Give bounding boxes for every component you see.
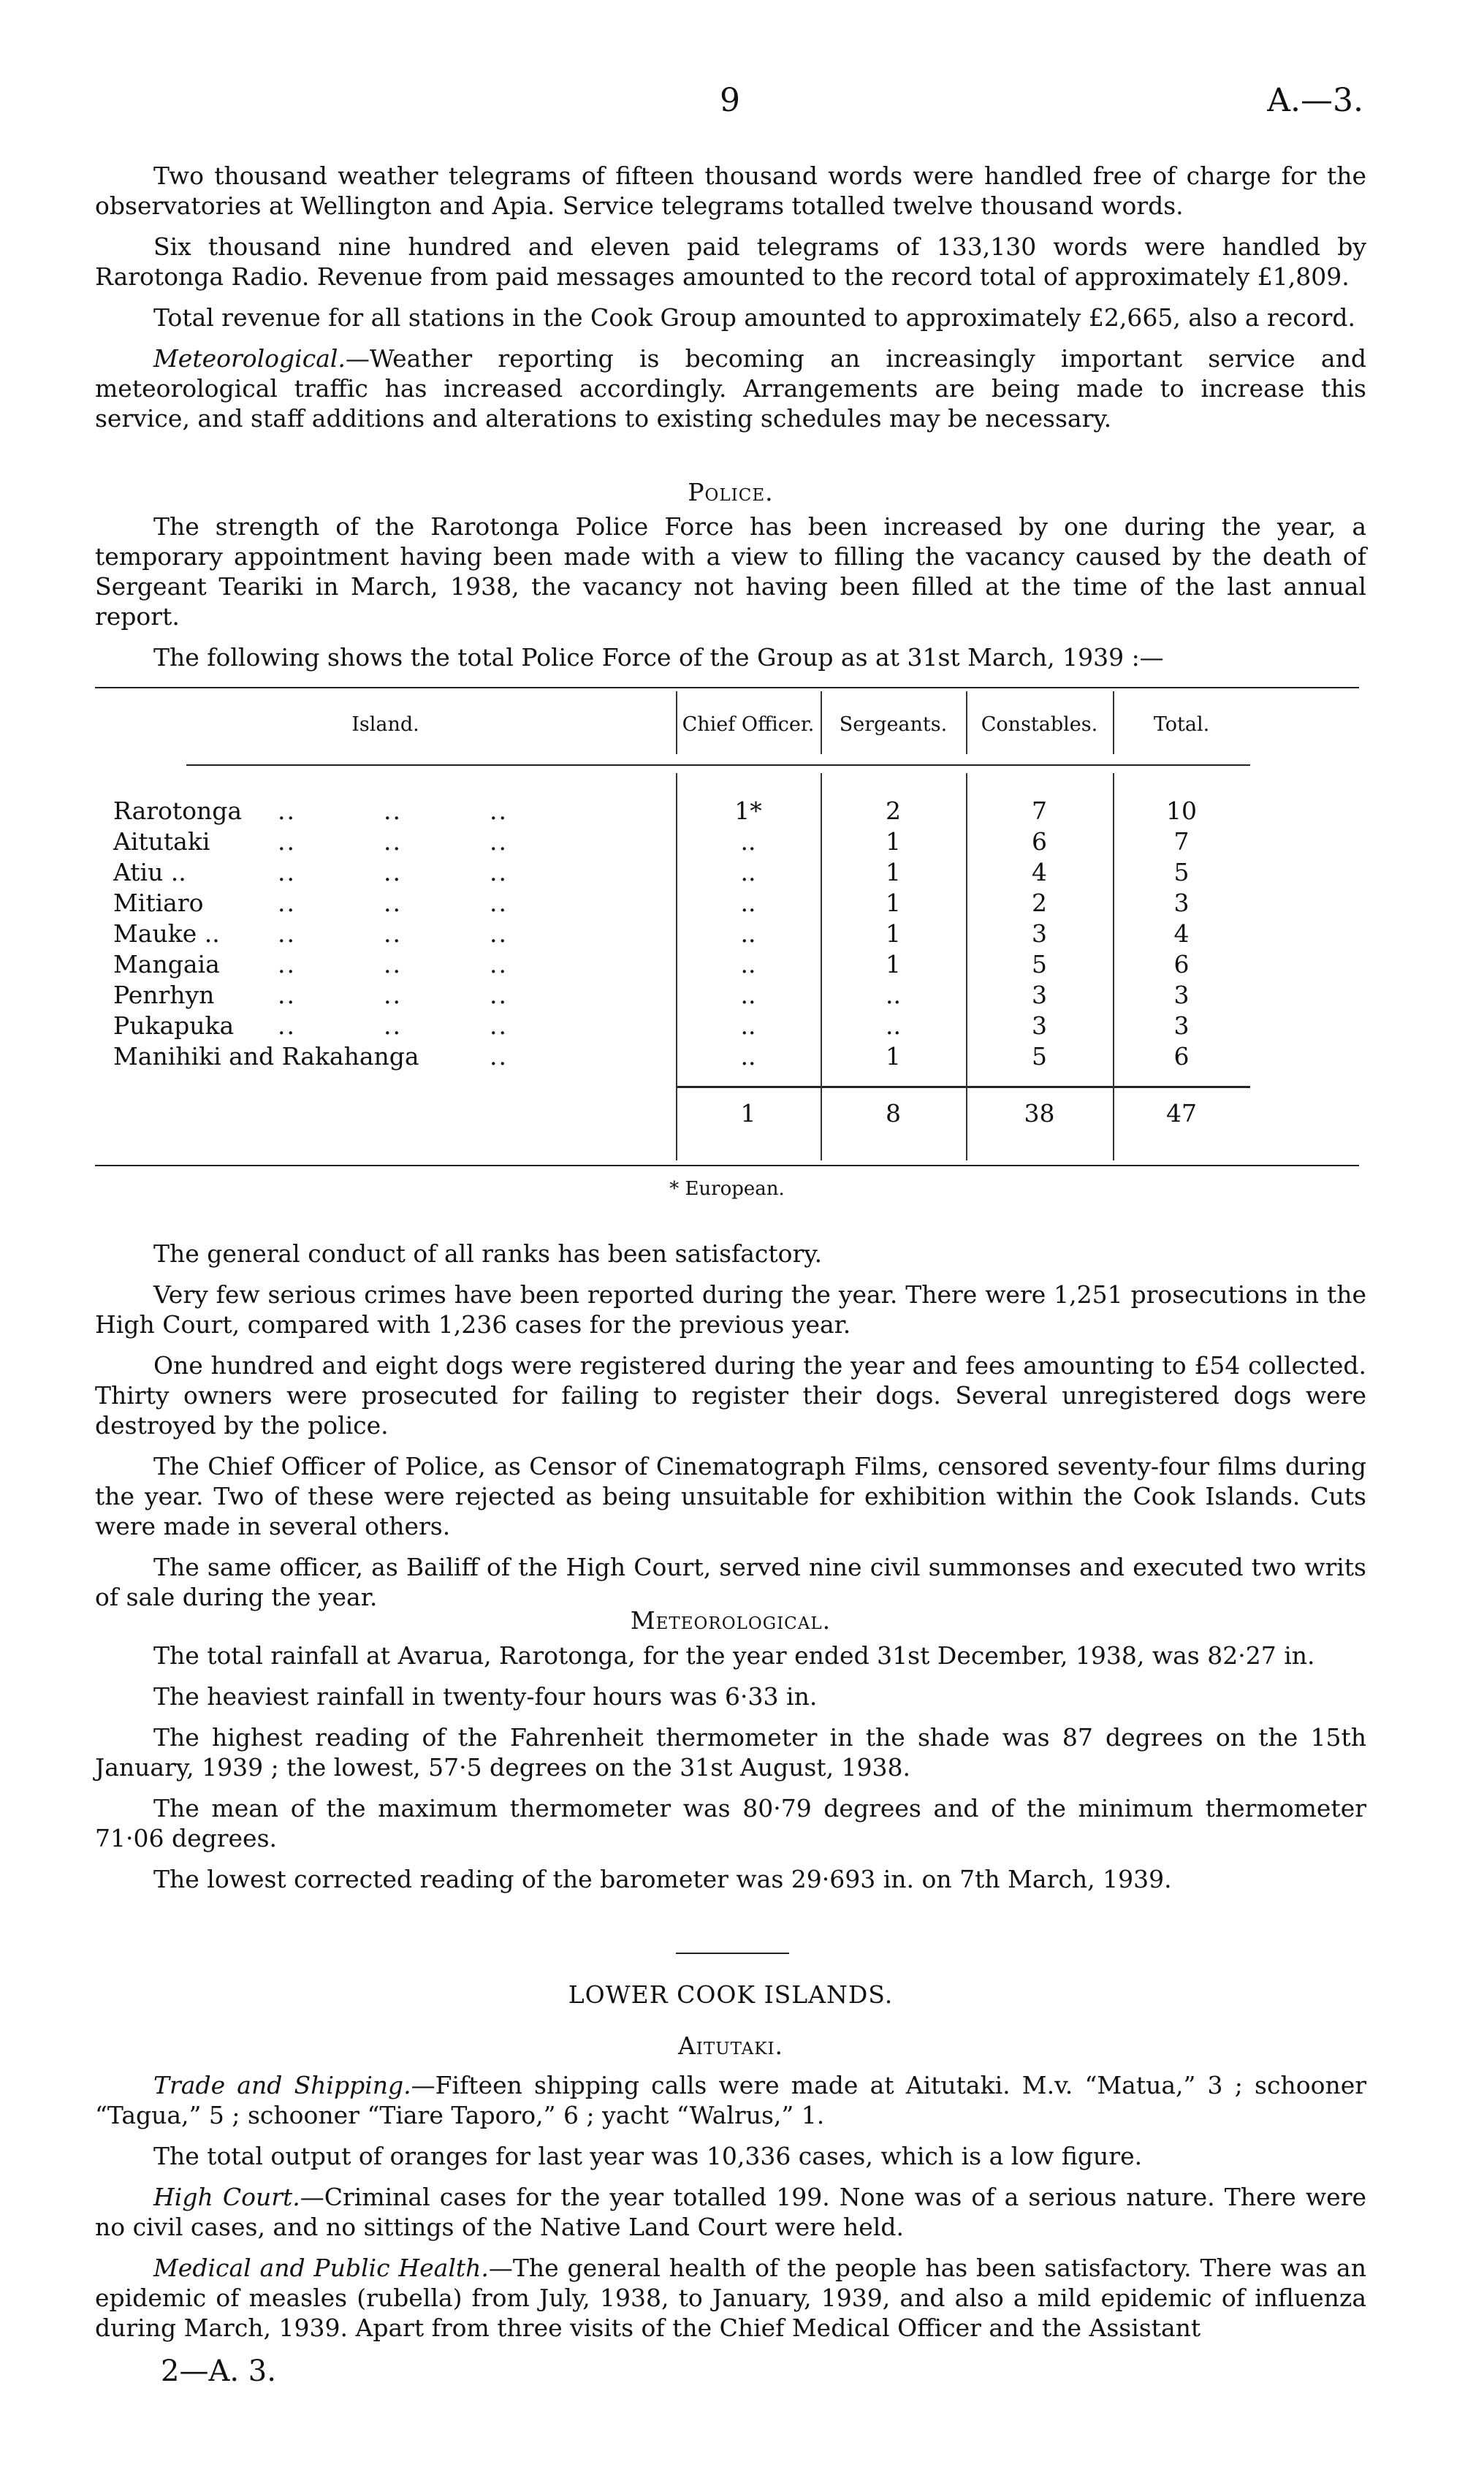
paragraph-text: The total output of oranges for last year was 10,336 cases, which is a low figure. xyxy=(153,2142,1143,2170)
table-cell: 3 xyxy=(1173,1011,1190,1040)
table-cell: 10 xyxy=(1166,797,1197,825)
table-cell: 1 xyxy=(886,950,901,978)
table-cell: 4 xyxy=(1032,858,1047,886)
leader-dots: .. xyxy=(278,889,296,917)
table-cell: 1 xyxy=(886,919,901,948)
paragraph xyxy=(95,1239,1366,1269)
paragraph-text: —The general health of the people has been satisfactory. There was an epidemic of measles (rubella) from July, 1938, to January, 1939, and also a mild epidemic of influenza during March, 1939. Apart from three visits of the Chief Medical Officer and the Assistant xyxy=(95,2254,1366,2342)
island-name: Atiu .. xyxy=(113,858,186,886)
paragraph-text: —Fifteen shipping calls were made at Aitutaki. M.v. “Matua,” 3 ; schooner “Tagua,” 5 ; schooner “Tiare Taporo,” 6 ; yacht “Walrus,” 1. xyxy=(95,2071,1366,2129)
table-cell: 3 xyxy=(1032,919,1047,948)
column-header: Island. xyxy=(351,713,419,736)
table-cell: .. xyxy=(740,1042,756,1071)
document-reference: A.—3. xyxy=(1267,82,1363,119)
paragraph xyxy=(95,642,1366,672)
aitutaki-heading: Aitutaki. xyxy=(677,2031,784,2060)
table-cell: .. xyxy=(740,827,756,856)
leader-dots: .. xyxy=(490,919,508,948)
table-cell: 1* xyxy=(734,797,762,825)
paragraph xyxy=(95,1350,1366,1440)
table-cell: .. xyxy=(740,858,756,886)
leader-dots: .. xyxy=(278,950,296,978)
paragraph-text: The highest reading of the Fahrenheit thermometer in the shade was 87 degrees on the 15th January, 1939 ; the lowest, 57·5 degrees on the 31st August, 1938. xyxy=(95,1723,1366,1782)
lower-cook-islands-heading: LOWER COOK ISLANDS. xyxy=(568,1980,894,2009)
table-cell: 2 xyxy=(1032,889,1047,917)
table-cell: 5 xyxy=(1173,858,1190,886)
paragraph xyxy=(95,343,1366,433)
leader-dots: .. xyxy=(490,1011,508,1040)
table-cell: .. xyxy=(740,950,756,978)
paragraph xyxy=(95,1864,1366,1894)
paragraph-text: The Chief Officer of Police, as Censor of Cinematograph Films, censored seventy-four films during the year. Two of these were rejected as being unsuitable for exhibition within the Cook Islands. Cuts were made in several others. xyxy=(95,1452,1366,1540)
table-cell: 3 xyxy=(1032,1011,1047,1040)
paragraph xyxy=(95,1451,1366,1541)
table-footnote: * European. xyxy=(669,1178,785,1200)
table-cell: .. xyxy=(740,981,756,1009)
total-cell: 8 xyxy=(886,1099,901,1128)
table-cell: .. xyxy=(740,919,756,948)
total-cell: 47 xyxy=(1166,1099,1197,1128)
island-name: Manihiki and Rakahanga xyxy=(113,1042,419,1071)
leader-dots: .. xyxy=(490,1042,508,1071)
paragraph xyxy=(95,512,1366,631)
table-cell: 1 xyxy=(886,889,901,917)
police-heading: Police. xyxy=(688,478,774,506)
leader-dots: .. xyxy=(278,1011,296,1040)
paragraph xyxy=(95,2070,1366,2130)
paragraph xyxy=(95,2141,1366,2171)
leader-dots: .. xyxy=(384,827,402,856)
leader-dots: .. xyxy=(490,797,508,825)
header-bottom-rule xyxy=(186,764,1250,766)
total-cell: 38 xyxy=(1024,1099,1055,1128)
paragraph-text: Six thousand nine hundred and eleven paid telegrams of 133,130 words were handled by Rarotonga Radio. Revenue from paid messages amounted to the record total of approximately £1,809. xyxy=(95,232,1366,291)
leader-dots: .. xyxy=(384,858,402,886)
island-name: Mangaia xyxy=(113,950,220,978)
paragraph-lead: High Court. xyxy=(153,2183,300,2211)
paragraph-text: The same officer, as Bailiff of the High Court, served nine civil summonses and executed two writs of sale during the year. xyxy=(95,1553,1366,1611)
paragraph xyxy=(95,2182,1366,2242)
paragraph-lead: Trade and Shipping. xyxy=(153,2071,411,2099)
section-telegrams xyxy=(95,161,1366,444)
paragraph-text: —Criminal cases for the year totalled 199. None was of a serious nature. There were no civil cases, and no sittings of the Native Land Court were held. xyxy=(95,2183,1367,2241)
paragraph xyxy=(95,1793,1366,1853)
section-police xyxy=(95,512,1366,683)
leader-dots: .. xyxy=(278,827,296,856)
leader-dots: .. xyxy=(490,889,508,917)
section-meteorological xyxy=(95,1641,1366,1905)
table-cell: 7 xyxy=(1173,827,1190,856)
paragraph xyxy=(95,2253,1366,2343)
paragraph-text: Very few serious crimes have been reported during the year. There were 1,251 prosecutions in the High Court, compared with 1,236 cases for the previous year. xyxy=(95,1280,1366,1339)
table-cell: 6 xyxy=(1032,827,1047,856)
table-cell: .. xyxy=(740,1011,756,1040)
paragraph xyxy=(95,1641,1366,1670)
table-cell: 7 xyxy=(1032,797,1047,825)
island-name: Aitutaki xyxy=(113,827,210,856)
paragraph xyxy=(95,1552,1366,1612)
paragraph-text: The following shows the total Police Force of the Group as at 31st March, 1939 :— xyxy=(153,643,1164,672)
leader-dots: .. xyxy=(490,858,508,886)
leader-dots: .. xyxy=(490,827,508,856)
leader-dots: .. xyxy=(278,919,296,948)
table-bottom-rule xyxy=(95,1165,1359,1166)
table-cell: 5 xyxy=(1032,950,1047,978)
table-cell: 1 xyxy=(886,1042,901,1071)
total-cell: 1 xyxy=(740,1099,756,1128)
island-name: Rarotonga xyxy=(113,797,243,825)
table-cell: 6 xyxy=(1173,950,1190,978)
leader-dots: .. xyxy=(278,858,296,886)
table-cell: 3 xyxy=(1032,981,1047,1009)
table-cell: 4 xyxy=(1173,919,1190,948)
paragraph xyxy=(95,161,1366,221)
leader-dots: .. xyxy=(278,797,296,825)
totals-rule xyxy=(676,1086,1250,1088)
table-cell: .. xyxy=(886,981,901,1009)
table-cell: .. xyxy=(740,889,756,917)
leader-dots: .. xyxy=(384,919,402,948)
island-name: Pukapuka xyxy=(113,1011,235,1040)
police-force-table xyxy=(95,687,1359,1200)
leader-dots: .. xyxy=(384,797,402,825)
paragraph-text: The heaviest rainfall in twenty-four hours was 6·33 in. xyxy=(153,1682,818,1711)
meteorological-heading: Meteorological. xyxy=(630,1606,832,1635)
column-header: Sergeants. xyxy=(839,713,948,736)
paragraph-text: The strength of the Rarotonga Police Force has been increased by one during the year, a temporary appointment having been made with a view to filling the vacancy caused by the death of Sergeant Teariki in March, 1938, the vacancy not having been filled at the time of the last annual report. xyxy=(95,512,1366,631)
table-cell: 2 xyxy=(886,797,901,825)
leader-dots: .. xyxy=(384,1011,402,1040)
column-header: Constables. xyxy=(981,713,1098,736)
section-police-conduct xyxy=(95,1239,1366,1623)
leader-dots: .. xyxy=(384,950,402,978)
paragraph-text: The general conduct of all ranks has been satisfactory. xyxy=(153,1239,823,1268)
table-cell: 6 xyxy=(1173,1042,1190,1071)
column-header: Total. xyxy=(1153,713,1210,736)
page-number: 9 xyxy=(720,82,740,119)
paragraph xyxy=(95,1280,1366,1339)
table-top-rule xyxy=(95,687,1359,688)
paragraph-text: Two thousand weather telegrams of fifteen thousand words were handled free of charge for the observatories at Wellington and Apia. Service telegrams totalled twelve thousand words. xyxy=(95,161,1366,220)
signature-mark: 2—A. 3. xyxy=(161,2354,276,2388)
column-header: Chief Officer. xyxy=(682,713,815,736)
leader-dots: .. xyxy=(490,981,508,1009)
paragraph-text: The lowest corrected reading of the barometer was 29·693 in. on 7th March, 1939. xyxy=(153,1865,1172,1893)
paragraph-text: Total revenue for all stations in the Cook Group amounted to approximately £2,665, also a record. xyxy=(153,303,1356,332)
paragraph-text: —Weather reporting is becoming an increasingly important service and meteorological traffic has increased accordingly. Arrangements are being made to increase this service, and staff additions and alterations to existing schedules may be necessary. xyxy=(95,344,1366,433)
section-divider xyxy=(676,1953,789,1954)
paragraph xyxy=(95,232,1366,292)
table-cell: .. xyxy=(886,1011,901,1040)
leader-dots: .. xyxy=(384,889,402,917)
island-name: Penrhyn xyxy=(113,981,215,1009)
leader-dots: .. xyxy=(384,981,402,1009)
leader-dots: .. xyxy=(278,981,296,1009)
section-aitutaki xyxy=(95,2070,1366,2354)
island-name: Mauke .. xyxy=(113,919,220,948)
paragraph-text: One hundred and eight dogs were registered during the year and fees amounting to £54 collected. Thirty owners were prosecuted for failing to register their dogs. Several unregistered dogs were destroyed by the police. xyxy=(95,1351,1366,1440)
table-cell: 5 xyxy=(1032,1042,1047,1071)
table-cell: 3 xyxy=(1173,981,1190,1009)
paragraph xyxy=(95,303,1366,332)
paragraph-lead: Meteorological. xyxy=(153,344,346,373)
paragraph xyxy=(95,1722,1366,1782)
leader-dots: .. xyxy=(490,950,508,978)
paragraph-lead: Medical and Public Health. xyxy=(153,2254,489,2282)
paragraph-text: The total rainfall at Avarua, Rarotonga, for the year ended 31st December, 1938, was 82·27 in. xyxy=(153,1641,1315,1670)
table-cell: 1 xyxy=(886,827,901,856)
table-cell: 3 xyxy=(1173,889,1190,917)
island-name: Mitiaro xyxy=(113,889,204,917)
paragraph-text: The mean of the maximum thermometer was 80·79 degrees and of the minimum thermometer 71·06 degrees. xyxy=(95,1794,1366,1852)
table-cell: 1 xyxy=(886,858,901,886)
paragraph xyxy=(95,1681,1366,1711)
